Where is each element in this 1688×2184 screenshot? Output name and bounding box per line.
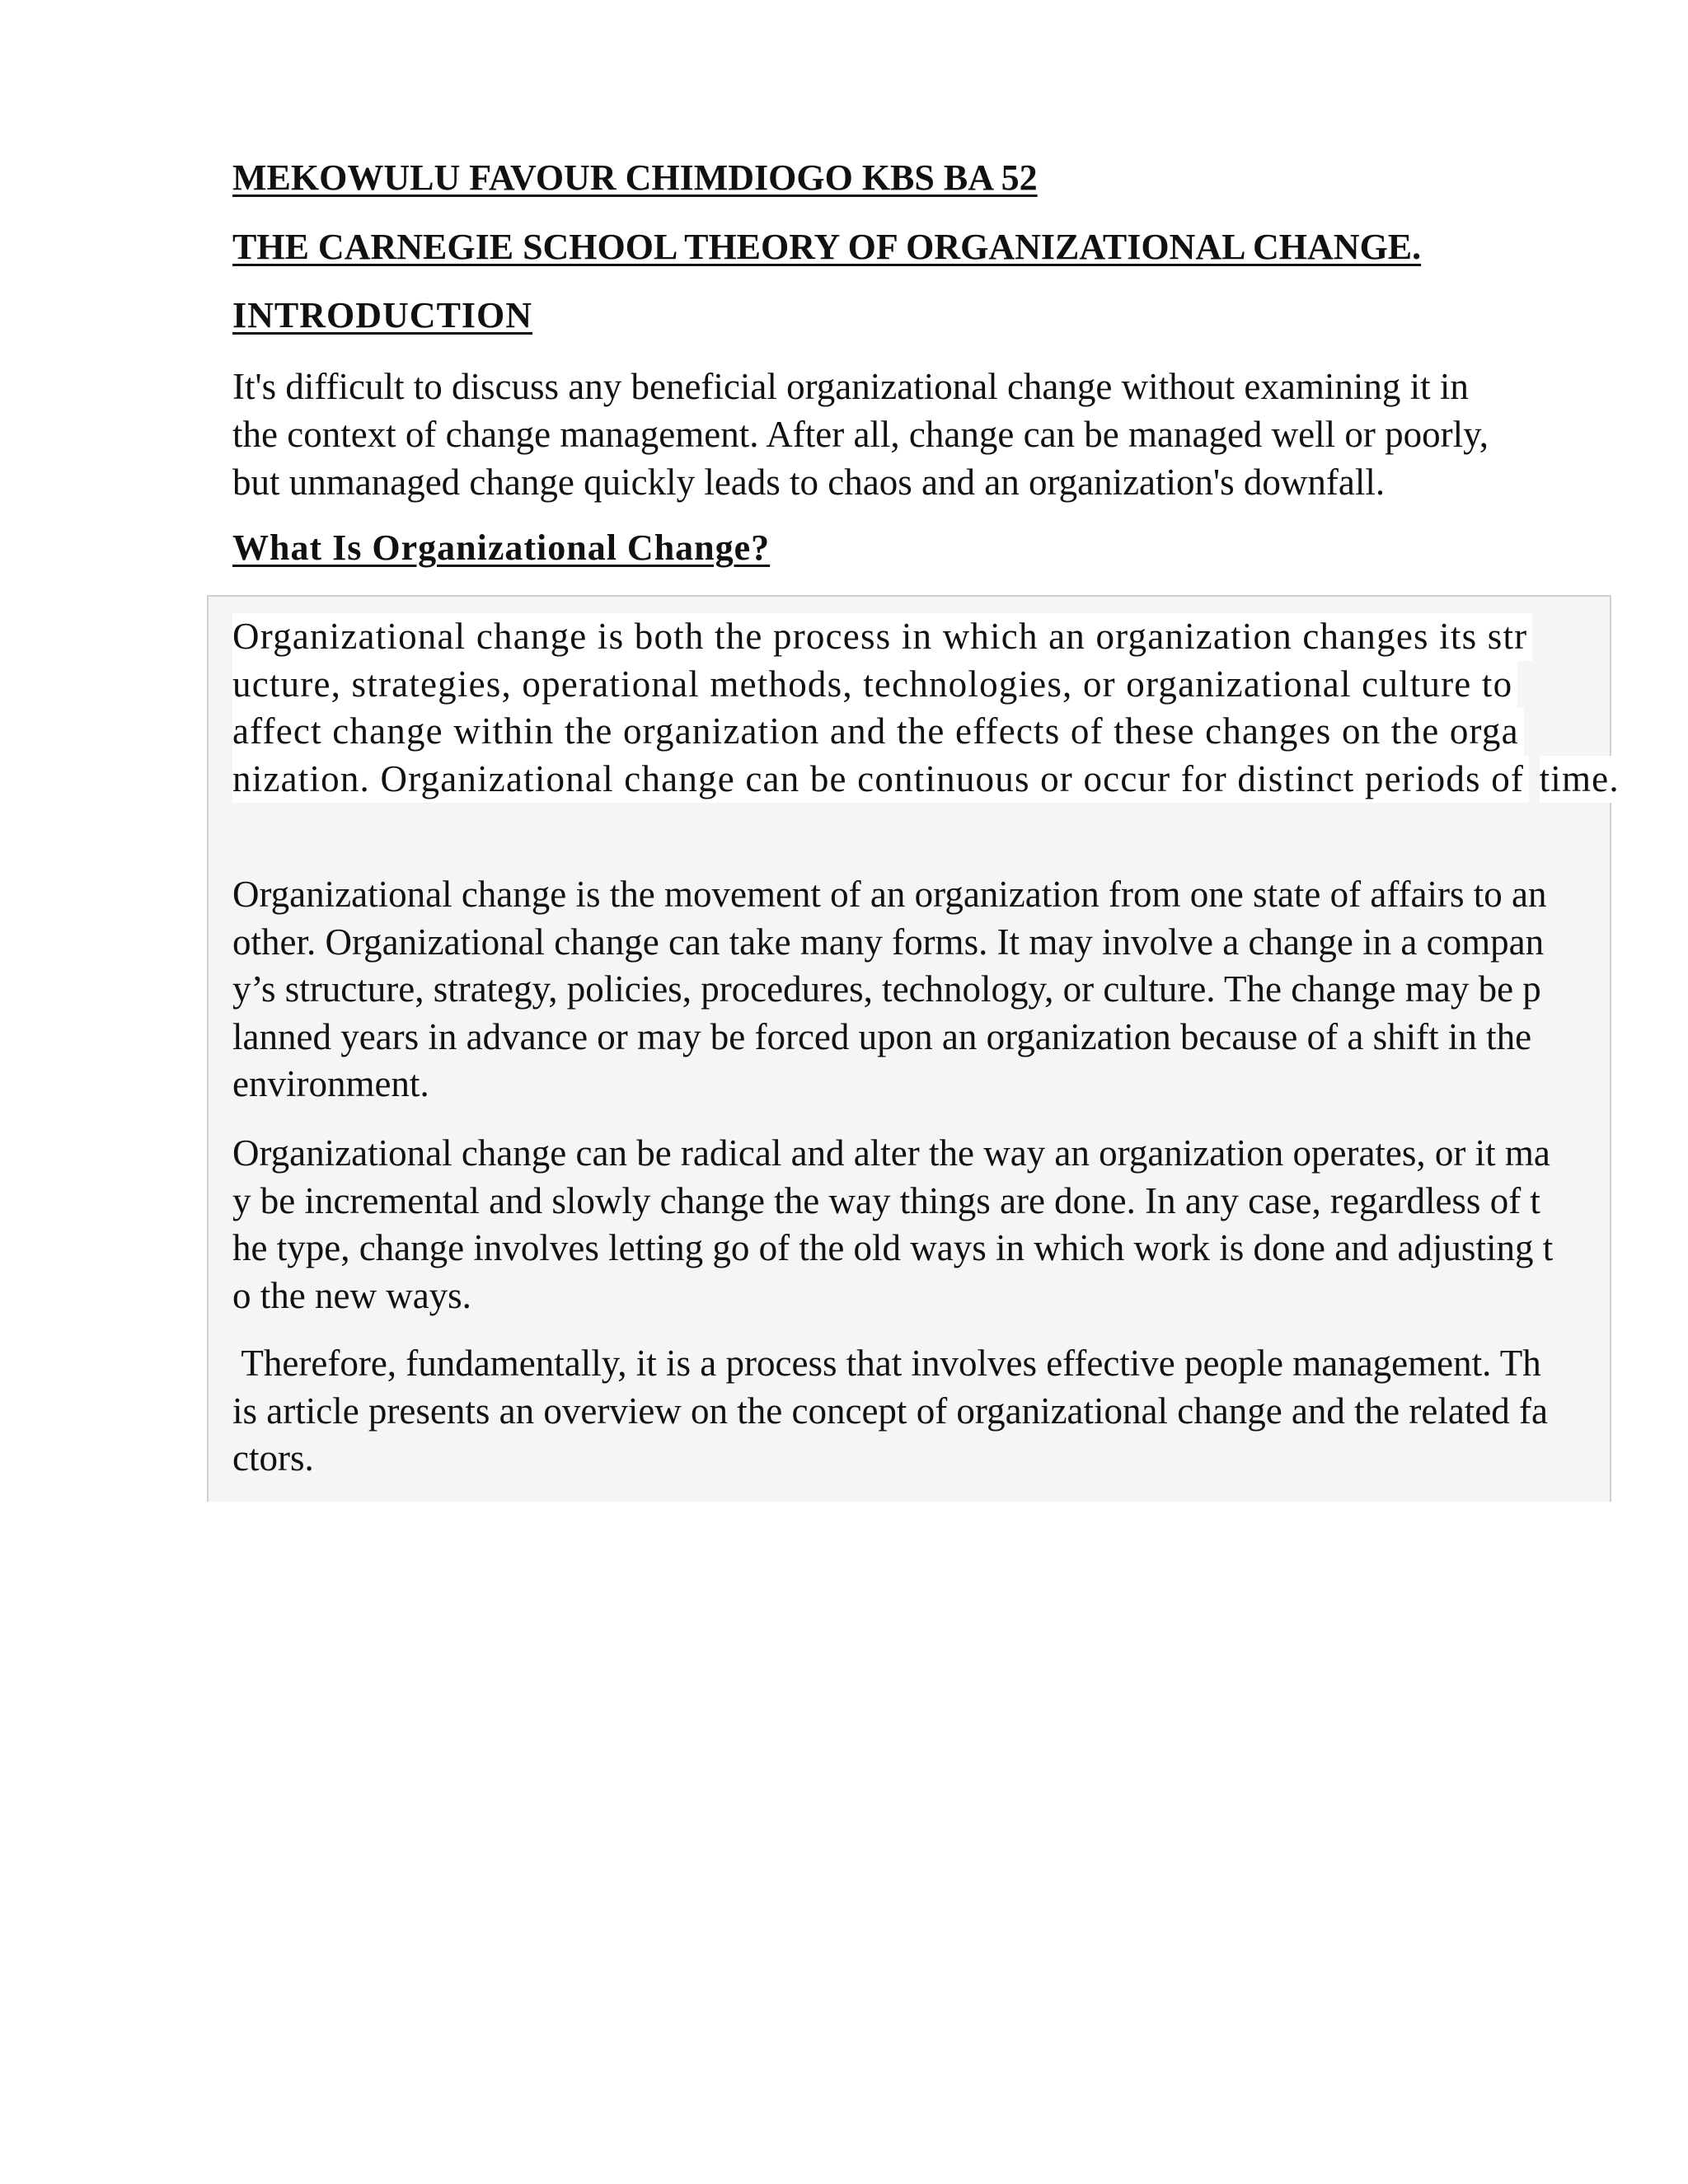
text-line: time. [1540,756,1625,804]
text-line: It's difficult to discuss any beneficial organizational change without examining it in [232,366,1469,407]
text-line: Organizational change can be radical and alter the way an organization operates, or it ma [232,1132,1550,1174]
text-line: y be incremental and slowly change the way things are done. In any case, regardless of t [232,1179,1540,1221]
text-line: he type, change involves letting go of the old ways in which work is done and adjusting t [232,1227,1554,1268]
text-line: Organizational change is both the process in which an organization changes its str [232,613,1532,661]
text-line: environment. [232,1063,429,1104]
text-line: y’s structure, strategy, policies, procedures, technology, or culture. The change may be p [232,968,1541,1010]
definition-paragraph-1 [232,613,1688,803]
definition-paragraph-4 [232,1340,1548,1483]
text-line: ucture, strategies, operational methods, technologies, or organizational culture to [232,661,1517,709]
section-heading: What Is Organizational Change? [232,527,771,568]
introduction-heading: INTRODUCTION [232,295,533,335]
text-line: other. Organizational change can take many forms. It may involve a change in a compan [232,921,1545,963]
definition-paragraph-2 [232,871,1546,1108]
text-line: is article presents an overview on the concept of organizational change and the related fa [232,1390,1548,1432]
text-line: affect change within the organization and the effects of these changes on the orga [232,708,1524,756]
text-line: nization. Organizational change can be continuous or occur for distinct periods of [232,756,1529,804]
text-line: Therefore, fundamentally, it is a process that involves effective people management. Th [232,1343,1541,1384]
text-line: o the new ways. [232,1274,471,1316]
definition-paragraph-3 [232,1130,1553,1319]
document-title: THE CARNEGIE SCHOOL THEORY OF ORGANIZATIONAL CHANGE. [232,227,1422,267]
text-line: ctors. [232,1437,314,1479]
introduction-paragraph [232,363,1584,506]
text-line: but unmanaged change quickly leads to chaos and an organization's downfall. [232,462,1386,503]
text-line: lanned years in advance or may be forced upon an organization because of a shift in the [232,1015,1532,1057]
author-line: MEKOWULU FAVOUR CHIMDIOGO KBS BA 52 [232,157,1038,198]
text-line: the context of change management. After all, change can be managed well or poorly, [232,414,1489,455]
text-line: Organizational change is the movement of an organization from one state of affairs to an [232,874,1547,915]
